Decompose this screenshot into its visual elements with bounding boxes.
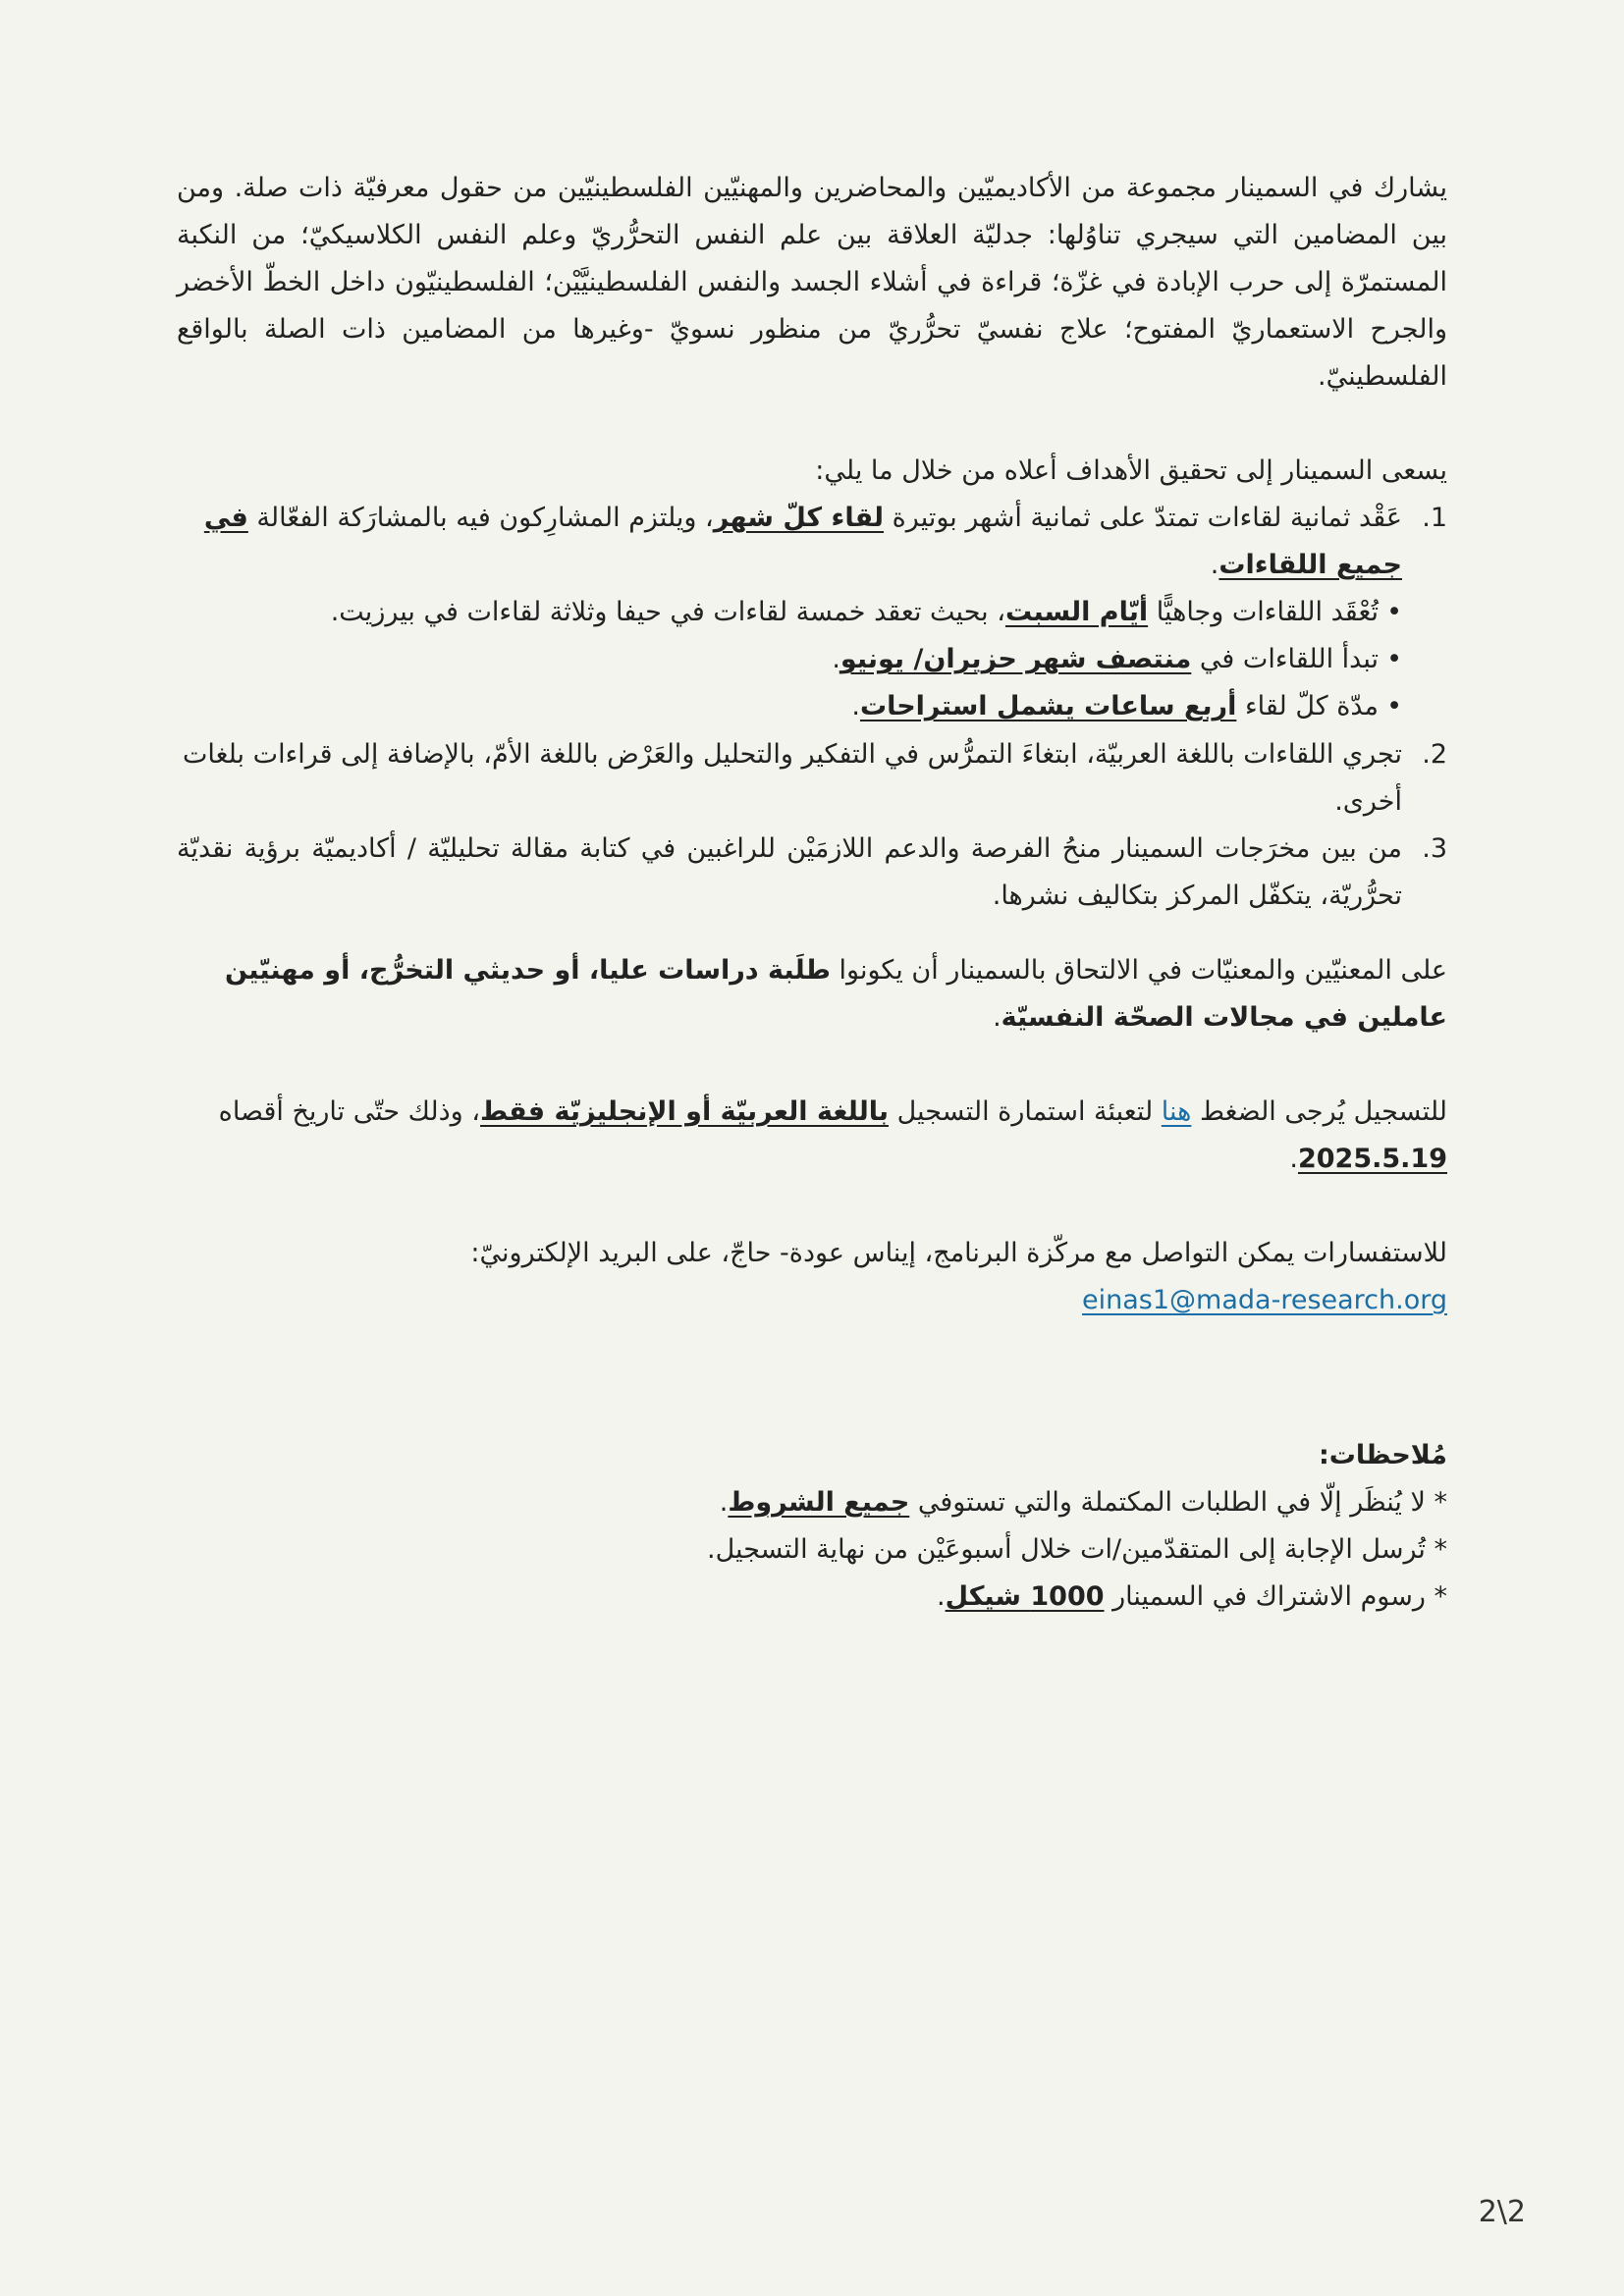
registration-link[interactable]: هنا bbox=[1161, 1095, 1192, 1127]
note-1: * لا يُنظَر إلّا في الطلبات المكتملة والتي تستوفي جميع الشروط. bbox=[719, 1487, 1447, 1519]
list-number: 1. bbox=[1422, 503, 1447, 534]
list-item-3 bbox=[177, 826, 1447, 920]
contact-email-link[interactable]: einas1@mada-research.org bbox=[1082, 1284, 1447, 1315]
goals-lead: يسعى السمينار إلى تحقيق الأهداف أعلاه من خلال ما يلي: bbox=[815, 455, 1447, 487]
list-number: 2. bbox=[1422, 738, 1447, 770]
note-3: * رسوم الاشتراك في السمينار 1000 شيكل. bbox=[937, 1581, 1447, 1613]
bullet-item: • تبدأ اللقاءات في منتصف شهر حزيران/ يونيو. bbox=[832, 644, 1402, 675]
goals-list bbox=[177, 495, 1447, 919]
eligibility-paragraph: على المعنيّين والمعنيّات في الالتحاق بالسمينار أن يكونوا طلَبة دراسات عليا، أو حديثي التخرُّج، أو مهنيّين عاملين في مجالات الصحّة النفسيّة. bbox=[225, 954, 1447, 1033]
list-item-2 bbox=[177, 731, 1447, 826]
note-2: * تُرسل الإجابة إلى المتقدّمين/ات خلال أسبوعَيْن من نهاية التسجيل. bbox=[707, 1534, 1447, 1566]
list-number: 3. bbox=[1422, 832, 1447, 864]
bullet-item: • مدّة كلّ لقاء أربع ساعات يشمل استراحات. bbox=[851, 691, 1402, 722]
list-item-3-text: من بين مخرَجات السمينار منحُ الفرصة والدعم اللازمَيْن للراغبين في كتابة مقالة تحليليّة / أكاديميّة برؤية نقديّة تحرُّريّة، يتكفّل المركز بتكاليف نشرها. bbox=[177, 832, 1402, 911]
emphasis: في جميع اللقاءات bbox=[203, 503, 1402, 581]
sub-bullets bbox=[177, 589, 1402, 730]
notes-title: مُلاحظات: bbox=[1318, 1439, 1447, 1470]
list-item-1 bbox=[177, 495, 1447, 730]
bullet-item: • تُعْقَد اللقاءات وجاهيًّا أيّام السبت، بحيث تعقد خمسة لقاءات في حيفا وثلاثة لقاءات في بيرزيت. bbox=[330, 597, 1402, 628]
page-number: 2\2 bbox=[1478, 2195, 1526, 2229]
document-content bbox=[177, 165, 1447, 1621]
contact-email-line bbox=[177, 1277, 1447, 1324]
emphasis: لقاء كلّ شهر bbox=[713, 503, 885, 534]
intro-paragraph: يشارك في السمينار مجموعة من الأكاديميّين والمحاضرين والمهنيّين الفلسطينيّين من حقول معرفيّة ذات صلة. ومن بين المضامين التي سيجري تناوُلها: جدليّة العلاقة بين علم النفس التحرُّريّ وعلم النفس الكلاسيكيّ؛ من النكبة المستمرّة إلى حرب الإبادة في غزّة؛ قراءة في أشلاء الجسد والنفس الفلسطينيَّيْن؛ الفلسطينيّون داخل الخطّ الأخضر والجرح الاستعماريّ المفتوح؛ علاج نفسيّ تحرُّريّ من منظور نسويّ -وغيرها من المضامين ذات الصلة بالواقع الفلسطينيّ. bbox=[177, 173, 1447, 393]
list-item-1-text: عَقْد ثمانية لقاءات تمتدّ على ثمانية أشهر بوتيرة لقاء كلّ شهر، ويلتزم المشارِكون فيه بالمشارَكة الفعّالة في جميع اللقاءات. bbox=[203, 503, 1402, 581]
registration-paragraph: للتسجيل يُرجى الضغط هنا لتعبئة استمارة التسجيل باللغة العربيّة أو الإنجليزيّة فقط، وذلك حتّى تاريخ أقصاه 2025.5.19. bbox=[218, 1095, 1447, 1174]
contact-text: للاستفسارات يمكن التواصل مع مركّزة البرنامج، إيناس عودة- حاجّ، على البريد الإلكترونيّ: bbox=[470, 1237, 1447, 1268]
list-item-2-text: تجري اللقاءات باللغة العربيّة، ابتغاءَ التمرُّس في التفكير والتحليل والعَرْض باللغة الأمّ، بالإضافة إلى قراءات بلغات أخرى. bbox=[182, 738, 1402, 817]
deadline-date: 2025.5.19 bbox=[1297, 1143, 1447, 1174]
